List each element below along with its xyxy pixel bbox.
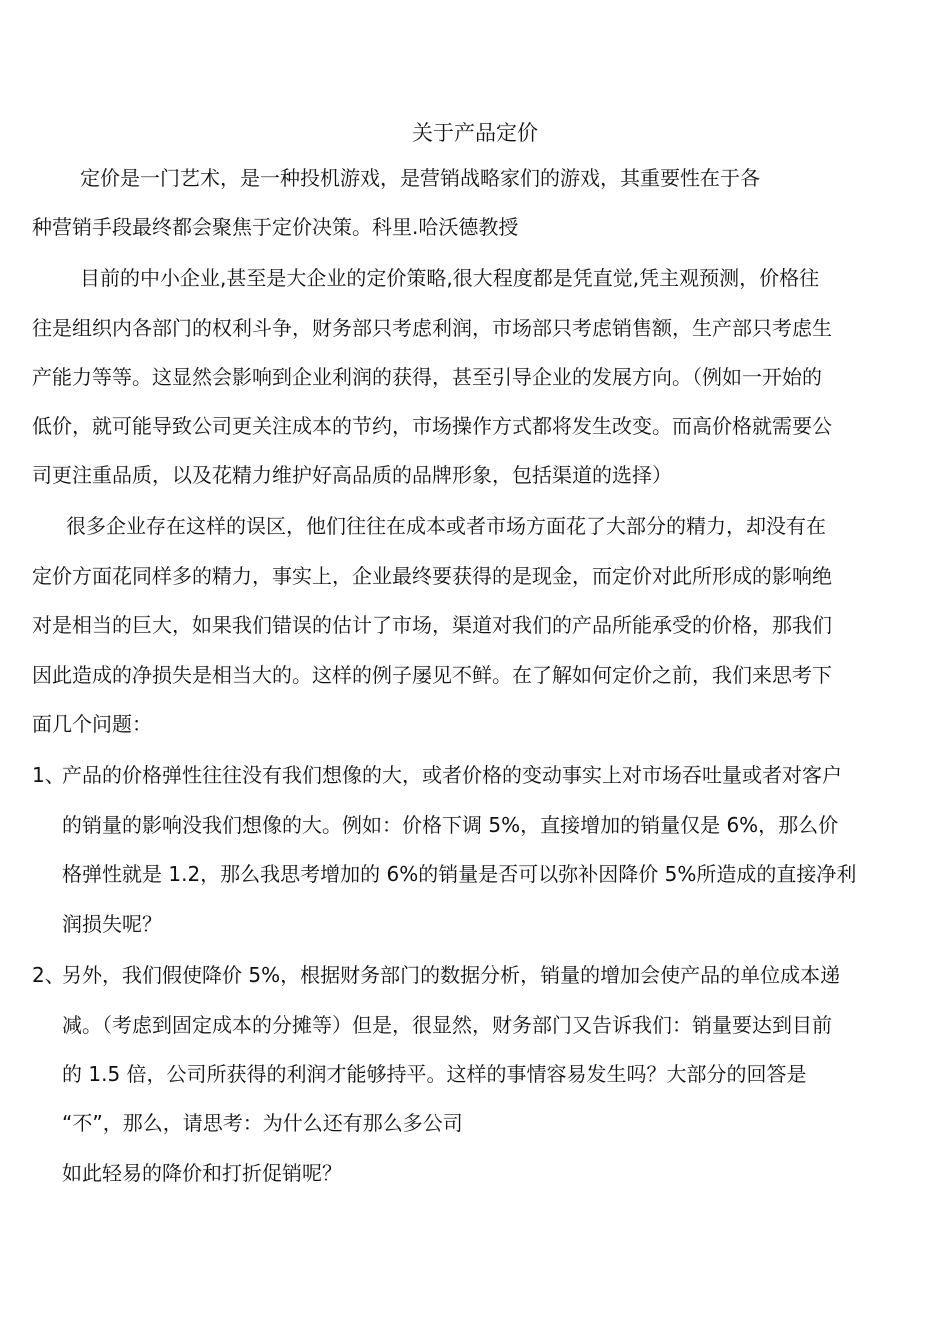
paragraph-line: 对是相当的巨大，如果我们错误的估计了市场，渠道对我们的产品所能承受的价格，那我们 [32, 613, 832, 637]
paragraph-line: 目前的中小企业,甚至是大企业的定价策略,很大程度都是凭直觉,凭主观预测，价格往 [80, 266, 820, 290]
list-line: “不”，那么，请思考：为什么还有那么多公司 [62, 1111, 463, 1135]
quote-line: 定价是一门艺术，是一种投机游戏，是营销战略家们的游戏，其重要性在于各 [80, 166, 760, 190]
list-number: 1、 [32, 763, 65, 787]
paragraph-line: 定价方面花同样多的精力，事实上，企业最终要获得的是现金，而定价对此所形成的影响绝 [32, 564, 832, 588]
document-title: 关于产品定价 [412, 121, 538, 145]
list-line: 产品的价格弹性往往没有我们想像的大，或者价格的变动事实上对市场吞吐量或者对客户 [62, 763, 842, 787]
paragraph-line: 因此造成的净损失是相当大的。这样的例子屡见不鲜。在了解如何定价之前，我们来思考下 [32, 663, 832, 687]
list-line: 的销量的影响没我们想像的大。例如：价格下调 5%，直接增加的销量仅是 6%，那么价 [62, 813, 839, 837]
list-line: 如此轻易的降价和打折促销呢？ [62, 1161, 342, 1185]
list-line: 减。（考虑到固定成本的分摊等）但是，很显然，财务部门又告诉我们：销量要达到目前 [62, 1013, 832, 1037]
paragraph-line: 产能力等等。这显然会影响到企业利润的获得，甚至引导企业的发展方向。（例如一开始的 [32, 365, 822, 389]
list-line: 另外，我们假使降价 5%，根据财务部门的数据分析，销量的增加会使产品的单位成本递 [62, 963, 841, 987]
list-line: 的 1.5 倍，公司所获得的利润才能够持平。这样的事情容易发生吗？大部分的回答是 [62, 1062, 807, 1086]
paragraph-line: 面几个问题： [32, 712, 152, 736]
paragraph-line: 往是组织内各部门的权利斗争，财务部只考虑利润，市场部只考虑销售额，生产部只考虑生 [32, 316, 832, 340]
list-line: 润损失呢？ [62, 912, 162, 936]
paragraph-line: 低价，就可能导致公司更关注成本的节约，市场操作方式都将发生改变。而高价格就需要公 [32, 414, 832, 438]
list-number: 2、 [32, 963, 65, 987]
paragraph-line: 司更注重品质，以及花精力维护好高品质的品牌形象，包括渠道的选择） [32, 463, 672, 487]
paragraph-line: 很多企业存在这样的误区，他们往往在成本或者市场方面花了大部分的精力，却没有在 [66, 514, 826, 538]
quote-line: 种营销手段最终都会聚焦于定价决策。科里.哈沃德教授 [32, 215, 519, 239]
list-line: 格弹性就是 1.2，那么我思考增加的 6%的销量是否可以弥补因降价 5%所造成的直接净利 [62, 862, 857, 886]
